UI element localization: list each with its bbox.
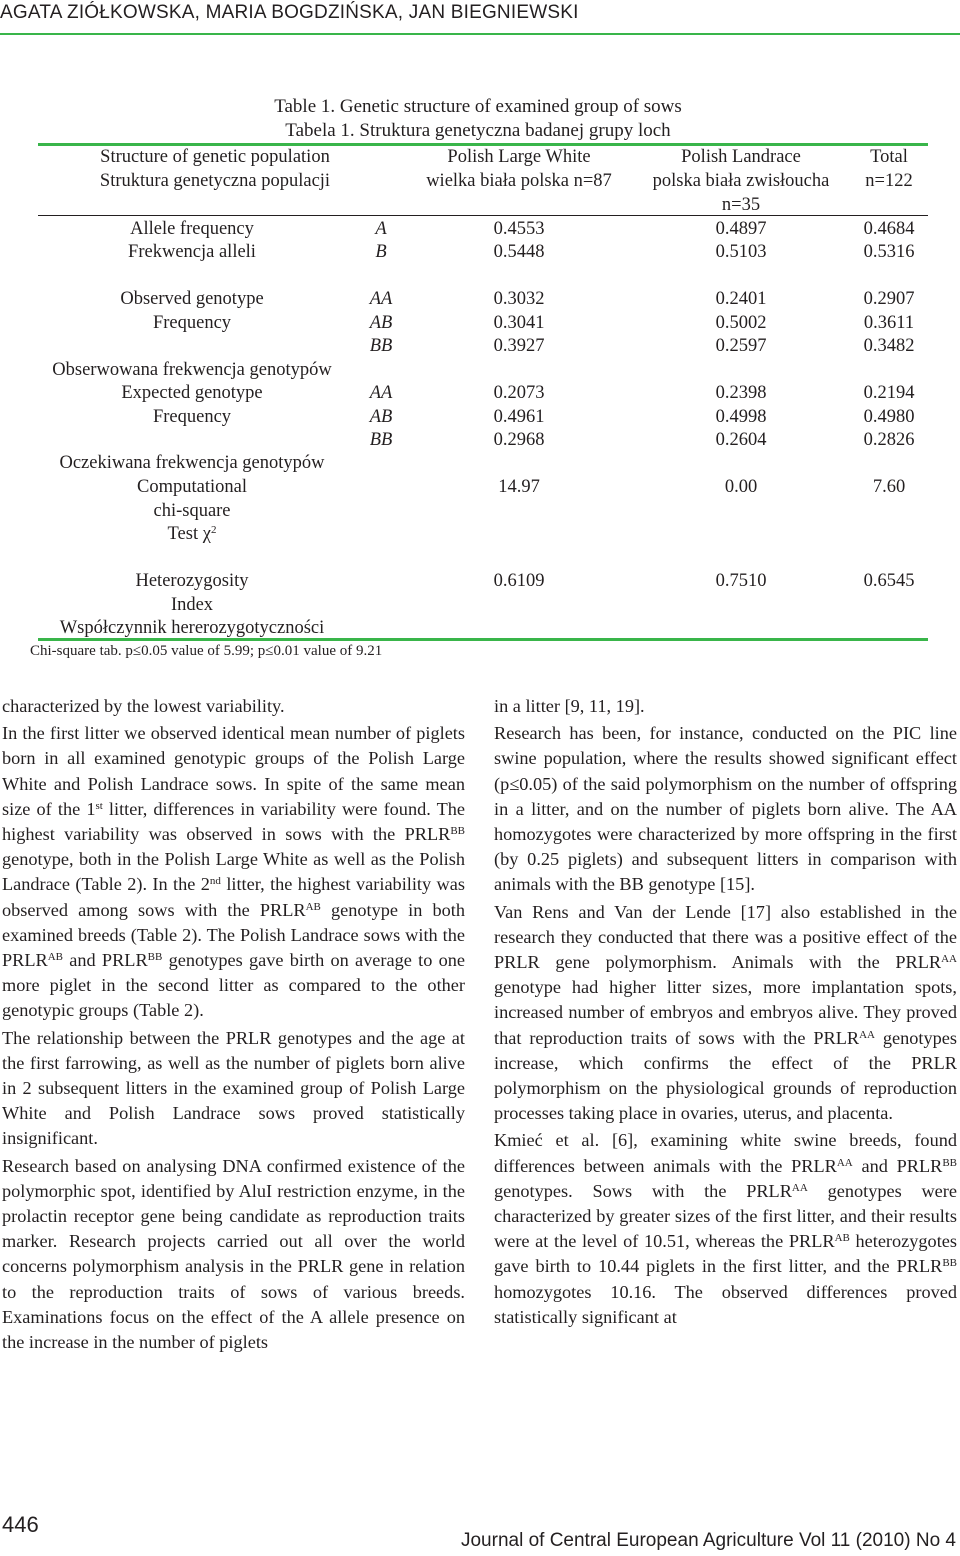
row-label-chi-1: Computational [137, 477, 247, 497]
row-label-observed-2: Frequency [152, 313, 232, 333]
table-caption-pl: Tabela 1. Struktura genetyczna badanej grupy loch [285, 120, 671, 141]
table-cell: 0.4553 [493, 219, 545, 239]
table-cell: 0.3611 [863, 313, 915, 333]
col-head-plw-en: Polish Large White [447, 147, 591, 167]
table-cell: 0.3927 [493, 336, 545, 356]
header-rule [0, 33, 960, 35]
col-head-total-n: n=122 [865, 171, 913, 191]
row-label-allele-en: Allele frequency [130, 219, 254, 239]
col-head-structure-en: Structure of genetic population [100, 147, 330, 167]
row-label-expected-pl: Oczekiwana frekwencja genotypów [59, 453, 325, 473]
table-cell: 0.2597 [715, 336, 767, 356]
col-head-pl-pl: polska biała zwisłoucha [652, 171, 830, 191]
table-cell: 0.2401 [715, 289, 767, 309]
genotype-symbol: AA [369, 289, 393, 309]
table-cell: 0.6545 [863, 571, 915, 591]
running-header [0, 2, 960, 30]
col-head-plw-pl: wielka biała polska n=87 [426, 171, 612, 191]
chi-test-label: Test χ [167, 524, 211, 544]
table-cell: 0.2826 [863, 430, 915, 450]
table-cell: 0.3482 [863, 336, 915, 356]
paragraph: In the first litter we observed identical mean number of piglets born in all examined genotypic groups of the Polish Large White and Polish Landrace sows. In spite of the same mean size of the 1st litter, differences in variability were found. The highest variability was observed in sows with the $PRLR^{BB}$ genotype, both in the Polish Large White as well as the Polish Landrace (Table 2). In the 2nd litter, the highest variability was observed among sows with the $PRLR^{AB}$ genotype in both examined breeds (Table 2). The Polish Landrace sows with the $PRLR^{AB}$ and $PRLR^{BB}$ genotypes gave birth on average to one more piglet in the second litter as compared to the other genotypic groups (Table 2). [2, 723, 465, 1021]
genotype-symbol: AB [369, 313, 393, 333]
row-label-het-3: Współczynnik hererozygotyczności [59, 618, 325, 638]
table-cell: 0.4897 [715, 219, 767, 239]
body-column-left [2, 694, 465, 1357]
genotype-symbol: AA [369, 383, 393, 403]
table-cell: 0.4961 [493, 407, 545, 427]
header-authors: AGATA ZIÓŁKOWSKA, MARIA BOGDZIŃSKA, JAN BIEGNIEWSKI [0, 2, 579, 23]
paragraph: Research has been, for instance, conducted on the PIC line swine population, where the results showed significant effect (p≤0.05) of the said polymorphism on the number of offspring in a litter, and on the number of piglets born alive. The AA homozygotes were characterized by more offspring in the first (by 0.25 piglets) and subsequent litters in comparison with animals with the BB genotype [15]. [494, 723, 957, 895]
table-cell: 0.2968 [493, 430, 545, 450]
table-cell: 0.2398 [715, 383, 767, 403]
row-label-allele-pl: Frekwencja alleli [128, 242, 256, 262]
allele-symbol: A [375, 219, 387, 239]
table-cell: 0.5448 [493, 242, 545, 262]
table-bottom-rule [38, 638, 928, 641]
body-column-right [494, 694, 957, 1332]
table-cell: 0.2907 [863, 289, 915, 309]
table-cell: 0.3032 [493, 289, 545, 309]
paragraph: in a litter [9, 11, 19]. [494, 696, 645, 716]
table-cell: 0.4980 [863, 407, 915, 427]
row-label-observed-1: Observed genotype [120, 289, 264, 309]
table-cell: 0.4684 [863, 219, 915, 239]
table-cell: 0.5103 [715, 242, 767, 262]
paragraph: Research based on analysing DNA confirmed existence of the polymorphic spot, identified by AluI restriction enzyme, in the prolactin receptor gene being candidate as reproduction traits marker. Research projects carried out all over the world concerns polymorphism analysis in the PRLR gene in relation to the reproduction traits of sows of various breeds. Examinations focus on the effect of the A allele presence on the increase in the number of piglets [2, 1155, 465, 1353]
paragraph: Van Rens and Van der Lende [17] also established in the research they conducted that there was a positive effect of the PRLR gene polymorphism. Animals with the $PRLR^{AA}$ genotype had higher litter sizes, more implantation spots, increased number of embryos and embryos alive. They proved that reproduction traits of sows with the $PRLR^{AA}$ genotypes increase, which confirms the effect of the PRLR polymorphism on the physiological grounds of reproduction processes taking place in ovaries, uterus, and placenta. [494, 901, 957, 1124]
row-label-het-2: Index [170, 595, 214, 615]
col-head-pl-en: Polish Landrace [681, 147, 801, 167]
row-label-het-1: Heterozygosity [135, 571, 249, 591]
table-cell: 0.2604 [715, 430, 767, 450]
paragraph: The relationship between the PRLR genotypes and the age at the first farrowing, as well as the number of piglets born alive in 2 subsequent litters in the examined group of Polish Large White and Polish Landrace sows proved statistically insignificant. [2, 1027, 465, 1149]
table-cell: 7.60 [872, 477, 906, 497]
journal-footer: Journal of Central European Agriculture Vol 11 (2010) No 4 [460, 1530, 956, 1551]
paragraph: Kmieć et al. [6], examining white swine breeds, found differences between animals with the $PRLR^{AA}$ and $PRLR^{BB}$ genotypes. Sows with the $PRLR^{AA}$ genotypes were characterized by greater sizes of the first litter, and their results were at the level of 10.51, whereas the $PRLR^{AB}$ heterozygotes gave birth to 10.44 piglets in the first litter, and the $PRLR^{BB}$ homozygotes 10.16. The observed differences proved statistically significant at [494, 1130, 958, 1327]
genotype-symbol: BB [369, 336, 393, 356]
genotype-symbol: BB [369, 430, 393, 450]
paragraph: characterized by the lowest variability. [2, 696, 285, 716]
row-label-expected-1: Expected genotype [121, 383, 263, 403]
table-cell: 0.2073 [493, 383, 545, 403]
table-cell: 0.6109 [493, 571, 545, 591]
chi-superscript: 2 [210, 524, 217, 536]
table-cell: 0.7510 [715, 571, 767, 591]
col-head-total: Total [870, 147, 908, 167]
table-footnote: Chi-square tab. p≤0.05 value of 5.99; p≤0.01 value of 9.21 [30, 643, 383, 659]
table-caption-en: Table 1. Genetic structure of examined group of sows [274, 96, 682, 117]
genotype-symbol: AB [369, 407, 393, 427]
row-label-chi-3 [168, 523, 217, 545]
table-cell: 14.97 [498, 477, 540, 497]
table-header-rule [38, 215, 928, 216]
allele-symbol: B [375, 242, 387, 262]
table-cell: 0.5316 [863, 242, 915, 262]
col-head-structure-pl: Struktura genetyczna populacji [99, 171, 331, 191]
row-label-expected-2: Frequency [152, 407, 232, 427]
row-label-observed-pl: Obserwowana frekwencja genotypów [52, 360, 332, 380]
row-label-chi-2: chi-square [153, 501, 231, 521]
table-cell: 0.00 [724, 477, 758, 497]
col-head-pl-n: n=35 [721, 195, 761, 215]
table-cell: 0.5002 [715, 313, 767, 333]
table-cell: 0.3041 [493, 313, 545, 333]
table-cell: 0.2194 [863, 383, 915, 403]
table-cell: 0.4998 [715, 407, 767, 427]
page-number: 446 [2, 1512, 39, 1537]
